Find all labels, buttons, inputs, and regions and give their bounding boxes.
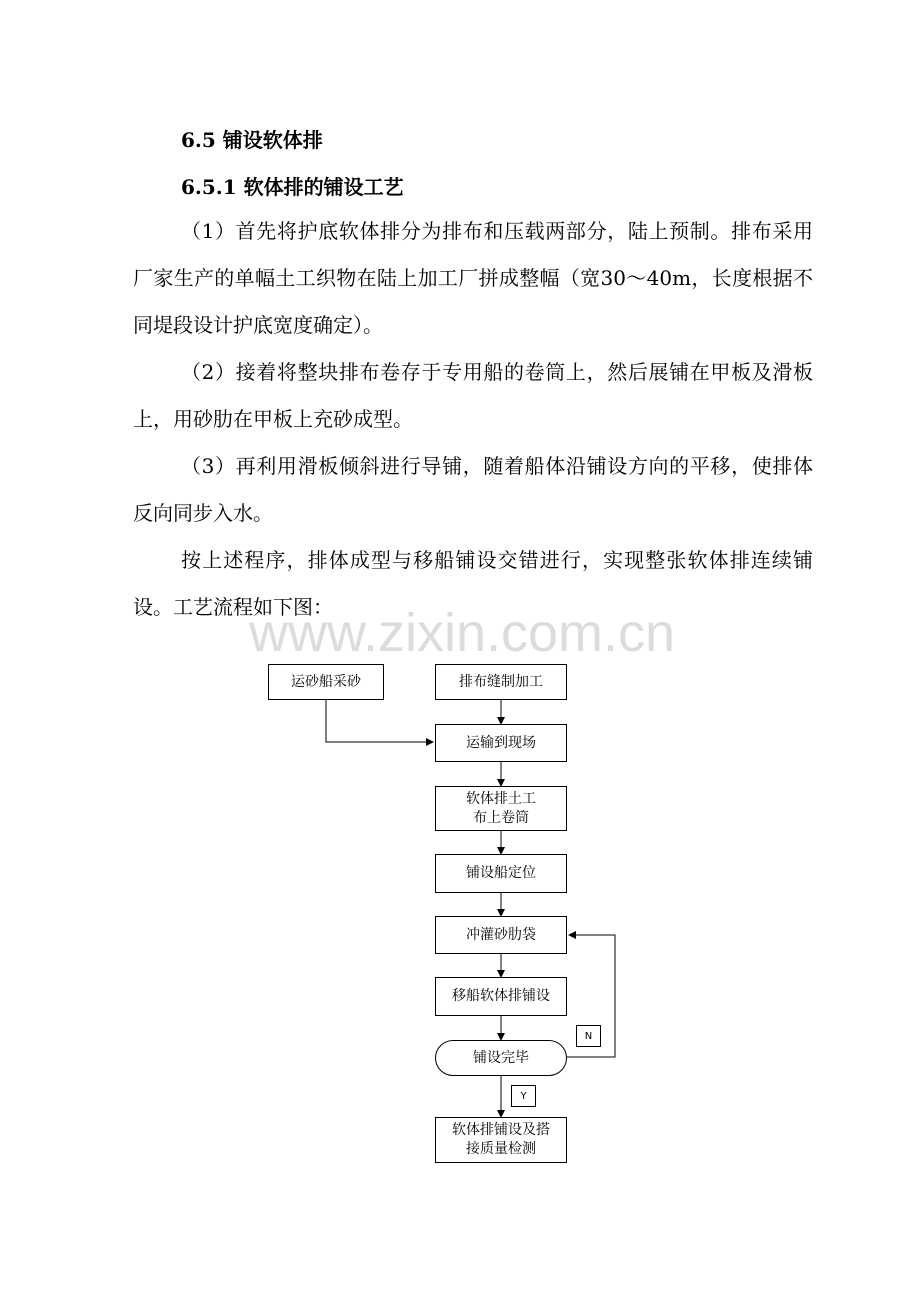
step-ship-positioning: 铺设船定位: [435, 854, 567, 893]
paragraph-3: （3）再利用滑板倾斜进行导铺，随着船体沿铺设方向的平移，使排体反向同步入水。: [133, 454, 813, 525]
step-roll-onto-drum: [435, 786, 567, 831]
step-roll-onto-drum-label: 软体排土工布上卷筒: [466, 790, 536, 826]
step-sand-collection: 运砂船采砂: [268, 664, 384, 700]
step-quality-inspection-label: 软体排铺设及搭接质量检测: [452, 1122, 550, 1157]
step-quality-inspection: [435, 1117, 567, 1163]
step-fabric-sewing: 排布缝制加工: [435, 664, 567, 700]
step-fill-sand-bags: 冲灌砂肋袋: [435, 916, 567, 954]
no-branch-label: N: [576, 1025, 601, 1047]
paragraph-1: （1）首先将护底软体排分为排布和压载两部分，陆上预制。排布采用厂家生产的单幅土工织物在陆上加工厂拼成整幅（宽30～40m，长度根据不同堤段设计护底宽度确定）。: [133, 219, 813, 337]
watermark: www.zixin.com.cn: [248, 603, 676, 663]
decision-laying-complete: 铺设完毕: [435, 1040, 567, 1076]
yes-branch-label: Y: [511, 1085, 536, 1107]
paragraph-4: 按上述程序，排体成型与移船铺设交错进行，实现整张软体排连续铺设。工艺流程如下图：: [133, 548, 813, 619]
paragraph-2: （2）接着将整块排布卷存于专用船的卷筒上，然后展铺在甲板及滑板上，用砂肋在甲板上充砂成型。: [133, 360, 813, 431]
subsection-heading: 6.5.1 软体排的铺设工艺: [181, 175, 404, 199]
step-transport: 运输到现场: [435, 724, 567, 762]
section-heading: 6.5 铺设软体排: [181, 128, 323, 152]
step-move-ship-lay: 移船软体排铺设: [435, 977, 567, 1016]
